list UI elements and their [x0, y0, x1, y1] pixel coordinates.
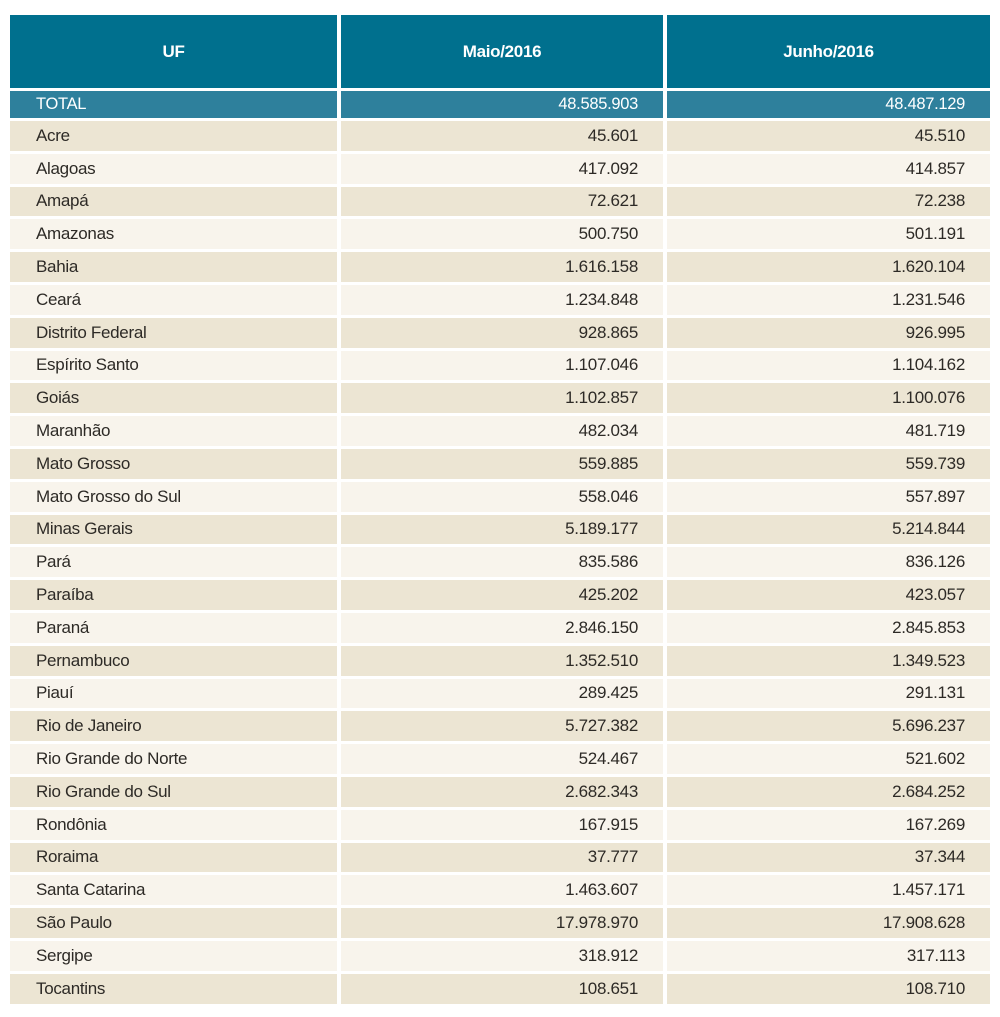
maio-cell: 1.107.046 [341, 351, 663, 381]
maio-cell: 167.915 [341, 810, 663, 840]
maio-cell: 318.912 [341, 941, 663, 971]
table-row [10, 843, 990, 873]
table-row [10, 908, 990, 938]
uf-cell: Rio Grande do Norte [10, 744, 337, 774]
table-row [10, 744, 990, 774]
maio-cell: 835.586 [341, 547, 663, 577]
maio-cell: 425.202 [341, 580, 663, 610]
uf-cell: Santa Catarina [10, 875, 337, 905]
junho-cell: 1.231.546 [667, 285, 990, 315]
table-header-row [10, 15, 990, 88]
table-row [10, 613, 990, 643]
uf-cell: Roraima [10, 843, 337, 873]
table-row [10, 154, 990, 184]
maio-cell: 45.601 [341, 121, 663, 151]
uf-cell: Espírito Santo [10, 351, 337, 381]
maio-cell: 417.092 [341, 154, 663, 184]
uf-cell: Amapá [10, 187, 337, 217]
maio-cell: 1.234.848 [341, 285, 663, 315]
uf-cell: Pernambuco [10, 646, 337, 676]
uf-data-table [10, 15, 990, 1007]
junho-cell: 557.897 [667, 482, 990, 512]
maio-cell: 17.978.970 [341, 908, 663, 938]
uf-cell: Bahia [10, 252, 337, 282]
table-row [10, 318, 990, 348]
junho-cell: 1.349.523 [667, 646, 990, 676]
uf-cell: Paraíba [10, 580, 337, 610]
uf-cell: Rio Grande do Sul [10, 777, 337, 807]
maio-cell: 37.777 [341, 843, 663, 873]
table-row [10, 777, 990, 807]
junho-cell: 481.719 [667, 416, 990, 446]
junho-cell: 2.845.853 [667, 613, 990, 643]
uf-cell: Ceará [10, 285, 337, 315]
maio-cell: 1.102.857 [341, 383, 663, 413]
table-body [10, 121, 990, 1004]
uf-cell: Mato Grosso do Sul [10, 482, 337, 512]
maio-cell: 559.885 [341, 449, 663, 479]
table-row [10, 351, 990, 381]
uf-cell: Amazonas [10, 219, 337, 249]
column-header-uf: UF [10, 15, 337, 88]
junho-cell: 414.857 [667, 154, 990, 184]
table-row [10, 383, 990, 413]
uf-cell: Rio de Janeiro [10, 711, 337, 741]
table-row [10, 482, 990, 512]
uf-cell: Rondônia [10, 810, 337, 840]
junho-cell: 521.602 [667, 744, 990, 774]
junho-cell: 5.696.237 [667, 711, 990, 741]
maio-cell: 289.425 [341, 679, 663, 709]
junho-cell: 45.510 [667, 121, 990, 151]
table-row [10, 810, 990, 840]
table-row [10, 646, 990, 676]
table-row [10, 252, 990, 282]
junho-cell: 17.908.628 [667, 908, 990, 938]
table-row [10, 515, 990, 545]
table-row [10, 416, 990, 446]
table-row [10, 219, 990, 249]
uf-cell: São Paulo [10, 908, 337, 938]
junho-cell: 926.995 [667, 318, 990, 348]
table-row [10, 679, 990, 709]
uf-cell: Distrito Federal [10, 318, 337, 348]
maio-cell: 1.616.158 [341, 252, 663, 282]
maio-cell: 2.846.150 [341, 613, 663, 643]
uf-cell: Acre [10, 121, 337, 151]
uf-cell: Goiás [10, 383, 337, 413]
junho-cell: 291.131 [667, 679, 990, 709]
table-row [10, 547, 990, 577]
maio-cell: 928.865 [341, 318, 663, 348]
uf-cell: Sergipe [10, 941, 337, 971]
junho-cell: 167.269 [667, 810, 990, 840]
uf-cell: Paraná [10, 613, 337, 643]
uf-cell: Pará [10, 547, 337, 577]
maio-cell: 72.621 [341, 187, 663, 217]
uf-cell: Mato Grosso [10, 449, 337, 479]
maio-cell: 5.727.382 [341, 711, 663, 741]
maio-cell: 482.034 [341, 416, 663, 446]
maio-cell: 524.467 [341, 744, 663, 774]
uf-cell: Piauí [10, 679, 337, 709]
table-row [10, 875, 990, 905]
maio-cell: 1.352.510 [341, 646, 663, 676]
total-row [10, 91, 990, 118]
total-maio-value: 48.585.903 [341, 91, 663, 118]
table-row [10, 449, 990, 479]
table-row [10, 711, 990, 741]
maio-cell: 1.463.607 [341, 875, 663, 905]
junho-cell: 559.739 [667, 449, 990, 479]
junho-cell: 5.214.844 [667, 515, 990, 545]
total-label: TOTAL [10, 91, 337, 118]
column-header-maio-2016: Maio/2016 [341, 15, 663, 88]
table-row [10, 187, 990, 217]
table-row [10, 941, 990, 971]
junho-cell: 1.620.104 [667, 252, 990, 282]
junho-cell: 72.238 [667, 187, 990, 217]
uf-cell: Maranhão [10, 416, 337, 446]
uf-cell: Tocantins [10, 974, 337, 1004]
maio-cell: 2.682.343 [341, 777, 663, 807]
junho-cell: 1.104.162 [667, 351, 990, 381]
table-row [10, 580, 990, 610]
junho-cell: 108.710 [667, 974, 990, 1004]
maio-cell: 500.750 [341, 219, 663, 249]
table-row [10, 974, 990, 1004]
junho-cell: 423.057 [667, 580, 990, 610]
maio-cell: 108.651 [341, 974, 663, 1004]
table-row [10, 285, 990, 315]
junho-cell: 1.457.171 [667, 875, 990, 905]
maio-cell: 558.046 [341, 482, 663, 512]
junho-cell: 37.344 [667, 843, 990, 873]
column-header-junho-2016: Junho/2016 [667, 15, 990, 88]
table-row [10, 121, 990, 151]
uf-cell: Minas Gerais [10, 515, 337, 545]
junho-cell: 836.126 [667, 547, 990, 577]
total-junho-value: 48.487.129 [667, 91, 990, 118]
junho-cell: 317.113 [667, 941, 990, 971]
uf-cell: Alagoas [10, 154, 337, 184]
junho-cell: 501.191 [667, 219, 990, 249]
junho-cell: 2.684.252 [667, 777, 990, 807]
junho-cell: 1.100.076 [667, 383, 990, 413]
maio-cell: 5.189.177 [341, 515, 663, 545]
